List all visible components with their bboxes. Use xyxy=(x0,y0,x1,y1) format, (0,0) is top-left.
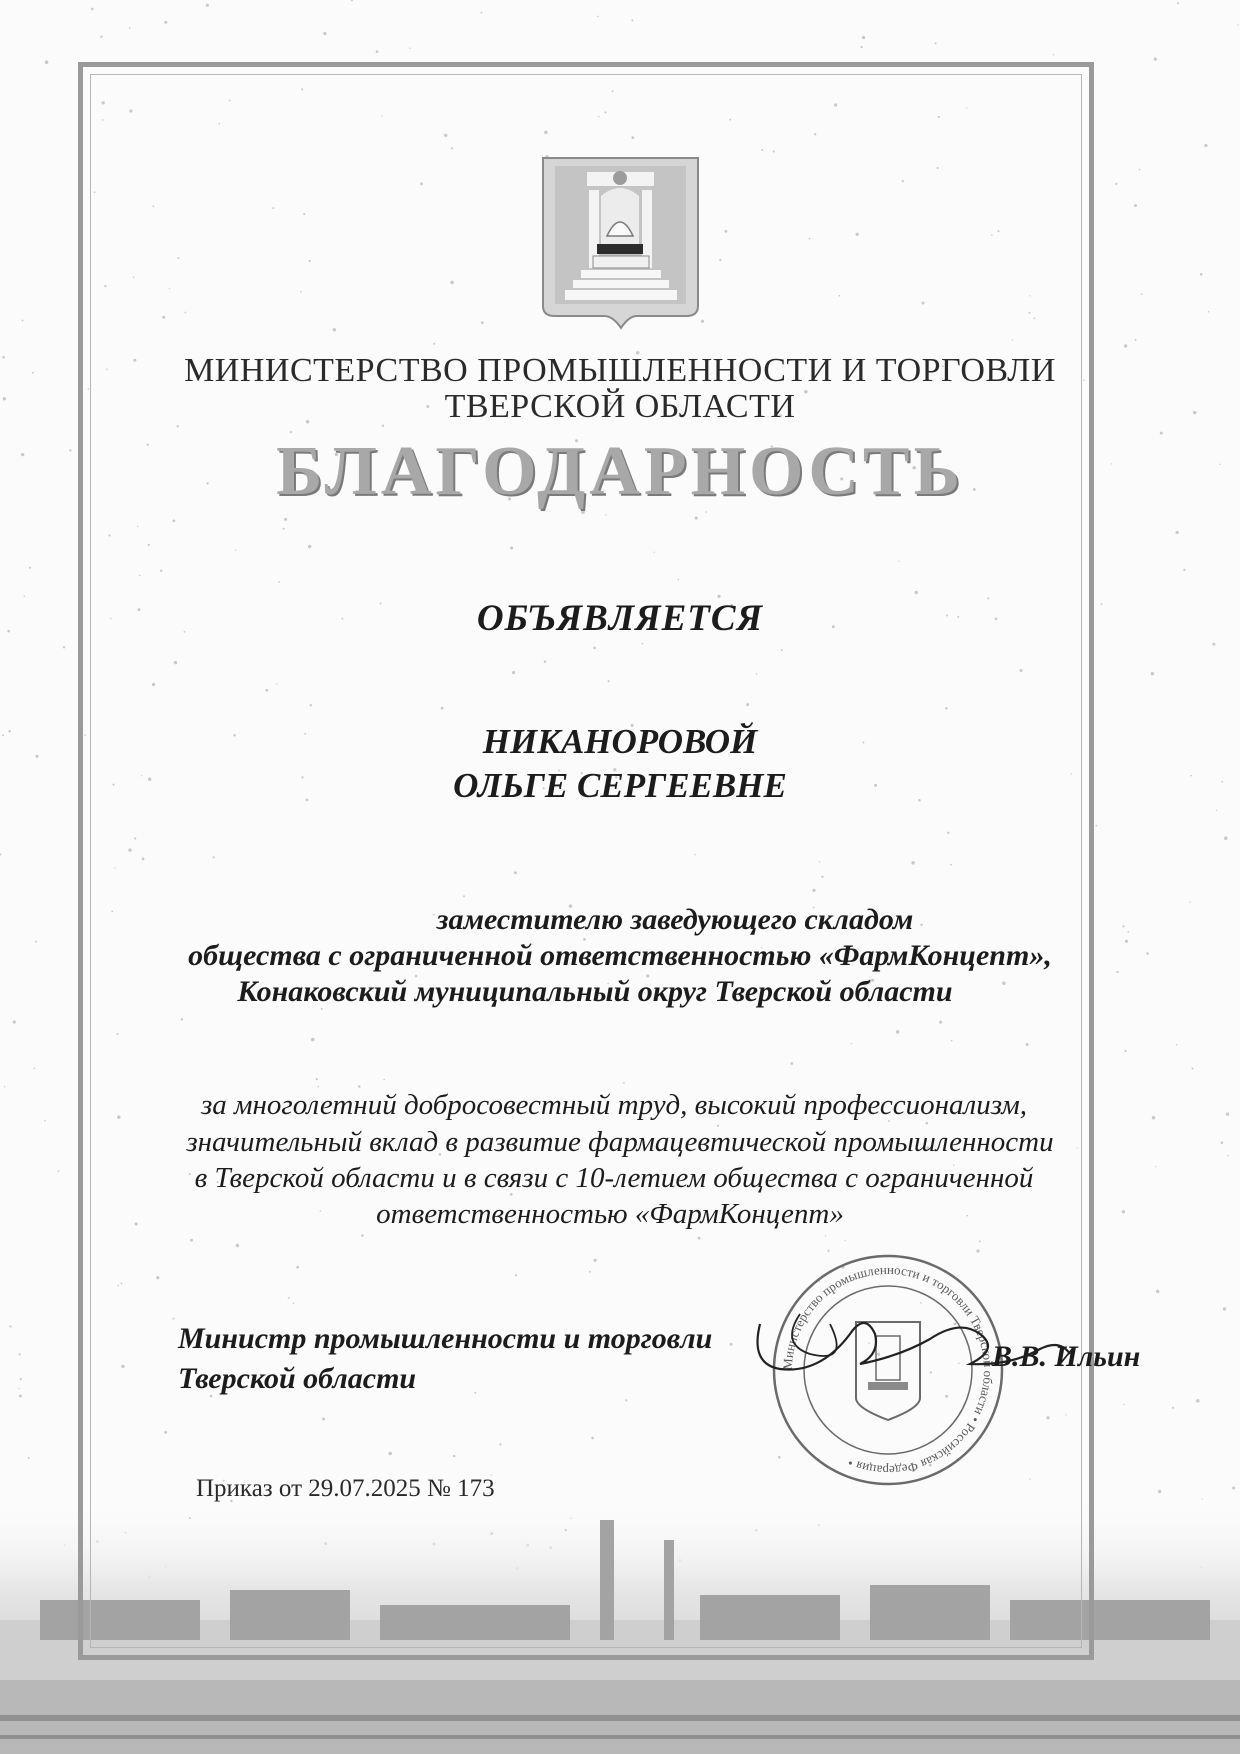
speckle xyxy=(1216,810,1217,811)
speckle xyxy=(164,21,167,24)
speckle xyxy=(1125,940,1128,943)
speckle xyxy=(1152,1116,1156,1120)
speckle xyxy=(860,46,862,48)
speckle xyxy=(45,60,49,64)
position-line-3: Конаковский муниципальный округ Тверской области xyxy=(237,975,953,1008)
speckle xyxy=(32,372,34,374)
speckle xyxy=(1151,672,1154,675)
speckle xyxy=(35,755,38,758)
reason-line-4: ответственностью «ФармКонцепт» xyxy=(376,1198,844,1230)
speckle xyxy=(1193,411,1196,414)
speckle xyxy=(1208,311,1210,313)
speckle xyxy=(1219,464,1220,465)
speckle xyxy=(28,1457,30,1459)
speckle xyxy=(1189,902,1190,903)
speckle xyxy=(1190,775,1192,777)
speckle xyxy=(1176,1044,1178,1046)
speckle xyxy=(376,50,379,53)
coat-of-arms-icon xyxy=(541,156,700,331)
speckle xyxy=(2,356,5,359)
recipient-given-names: ОЛЬГЕ СЕРГЕЕВНЕ xyxy=(453,766,787,805)
speckle xyxy=(29,567,31,569)
speckle xyxy=(1124,1050,1126,1052)
speckle xyxy=(35,941,37,943)
speckle xyxy=(1221,1141,1224,1144)
speckle xyxy=(1172,1407,1174,1409)
speckle xyxy=(1227,1155,1229,1157)
speckle xyxy=(1196,1399,1199,1402)
speckle xyxy=(69,449,71,451)
reason-line-1: за многолетний добросовестный труд, высокий профессионализм, xyxy=(200,1089,1028,1121)
speckle xyxy=(631,19,633,21)
position-line-1: заместителю заведующего складом xyxy=(436,903,914,936)
speckle xyxy=(1226,1113,1229,1116)
signer-title-line2: Тверской области xyxy=(178,1362,417,1395)
speckle xyxy=(1204,144,1207,147)
reason-line-2: значительный вклад в развитие фармацевтической промышленности xyxy=(186,1126,1054,1158)
speckle xyxy=(935,42,937,44)
speckle xyxy=(129,27,131,29)
speckle xyxy=(351,0,353,1)
speckle xyxy=(34,1068,36,1070)
speckle xyxy=(1192,1068,1194,1070)
speckle xyxy=(7,630,10,633)
speckle xyxy=(206,4,209,7)
speckle xyxy=(409,48,410,49)
speckle xyxy=(1122,1210,1125,1213)
speckle xyxy=(1177,2,1179,4)
speckle xyxy=(1223,1307,1226,1310)
speckle xyxy=(1160,432,1163,435)
speckle xyxy=(1238,24,1239,25)
announcement: ОБЪЯВЛЯЕТСЯ xyxy=(476,598,764,639)
speckle xyxy=(19,1353,21,1355)
speckle xyxy=(1146,952,1149,955)
speckle xyxy=(1224,836,1228,840)
speckle xyxy=(862,36,865,39)
speckle xyxy=(18,1388,19,1389)
speckle xyxy=(481,12,483,14)
speckle xyxy=(19,1395,22,1398)
speckle xyxy=(1200,273,1203,276)
speckle xyxy=(20,1378,22,1380)
speckle xyxy=(9,1325,11,1327)
signer-title-line1: Министр промышленности и торговли xyxy=(178,1322,713,1355)
speckle xyxy=(58,1170,60,1172)
speckle xyxy=(44,1120,45,1121)
speckle xyxy=(597,16,599,18)
speckle xyxy=(1135,339,1137,341)
ministry-name-line2: ТВЕРСКОЙ ОБЛАСТИ xyxy=(444,388,796,425)
ministry-name-line1: МИНИСТЕРСТВО ПРОМЫШЛЕННОСТИ И ТОРГОВЛИ xyxy=(184,352,1056,389)
speckle xyxy=(1141,293,1143,295)
stamp-text: Министерство промышленности и торговли Тверской области • Российская Федерация • xyxy=(779,1261,997,1479)
speckle xyxy=(3,397,6,400)
speckle xyxy=(323,32,326,35)
reason-line-3: в Тверской области и в связи с 10-летием общества с ограниченной xyxy=(194,1162,1034,1194)
speckle xyxy=(21,453,24,456)
speckle xyxy=(1155,1166,1156,1167)
speckle xyxy=(1154,58,1157,61)
speckle xyxy=(1183,569,1185,571)
recipient-surname: НИКАНОРОВОЙ xyxy=(482,722,758,761)
speckle xyxy=(1053,54,1054,55)
speckle xyxy=(1115,183,1117,185)
position-line-2: общества с ограниченной ответственностью «ФармКонцепт», xyxy=(188,939,1052,972)
order-reference: Приказ от 29.07.2025 № 173 xyxy=(196,1475,495,1502)
speckle xyxy=(2,734,4,736)
speckle xyxy=(1156,1290,1160,1294)
speckle xyxy=(63,646,65,648)
document-title: БЛАГОДАРНОСТЬ xyxy=(276,433,964,510)
speckle xyxy=(1123,1404,1124,1405)
speckle xyxy=(100,36,102,38)
speckle xyxy=(1124,344,1127,347)
speckle xyxy=(13,1020,16,1023)
speckle xyxy=(0,853,1,855)
speckle xyxy=(1175,531,1178,534)
speckle xyxy=(1139,169,1141,171)
speckle xyxy=(1134,204,1137,207)
speckle xyxy=(91,8,94,11)
speckle xyxy=(8,730,11,733)
speckle xyxy=(1221,781,1223,783)
speckle xyxy=(1212,643,1215,646)
speckle xyxy=(4,1086,5,1087)
speckle xyxy=(1095,825,1097,827)
speckle xyxy=(22,319,24,321)
signer-name: В.В. Ильин xyxy=(992,1340,1141,1373)
speckle xyxy=(24,596,26,598)
